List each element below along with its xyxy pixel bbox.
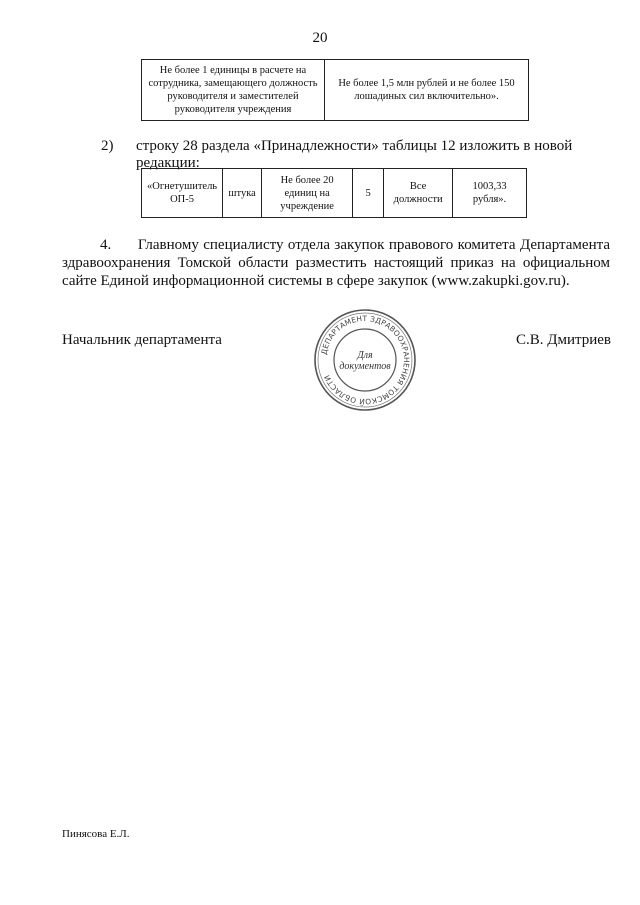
stamp-ring-text: ДЕПАРТАМЕНТ ЗДРАВООХРАНЕНИЯ ТОМСКОЙ ОБЛАСТИ bbox=[319, 313, 412, 407]
stamp-center-line2: документов bbox=[339, 361, 391, 372]
signer-position: Начальник департамента bbox=[62, 332, 222, 348]
stamp-center-line1: Для bbox=[357, 350, 373, 361]
executor-name: Пинясова Е.Л. bbox=[62, 828, 130, 840]
table-cell: 5 bbox=[353, 169, 384, 218]
page-number: 20 bbox=[312, 30, 328, 46]
signer-name: С.В. Дмитриев bbox=[516, 332, 612, 348]
list-item-number: 2) bbox=[101, 138, 114, 154]
table-cell: Все должности bbox=[384, 169, 453, 218]
table-cell: «Огнетушитель ОП-5 bbox=[142, 169, 223, 218]
table-cell: 1003,33 рубля». bbox=[453, 169, 527, 218]
table-cell: штука bbox=[223, 169, 262, 218]
paragraph-4-text: 4. Главному специалисту отдела закупок правового комитета Департамента здравоохранения Томской области разместить настоящий приказ на официальном сайте Единой информационной системы в сфере закупок (www.zakupki.gov.ru). bbox=[62, 237, 610, 289]
official-stamp bbox=[313, 308, 417, 412]
table-row bbox=[142, 60, 529, 121]
table-cell: Не более 20 единиц на учреждение bbox=[262, 169, 353, 218]
table-cell: Не более 1 единицы в расчете на сотрудника, замещающего должность руководителя и заместителей руководителя учреждения bbox=[142, 60, 325, 121]
table-row bbox=[142, 169, 527, 218]
vehicle-norms-table bbox=[141, 59, 529, 121]
list-item-text: строку 28 раздела «Принадлежности» таблицы 12 изложить в новой редакции: bbox=[136, 138, 573, 171]
accessories-table bbox=[141, 168, 527, 218]
paragraph-4 bbox=[62, 236, 610, 290]
table-cell: Не более 1,5 млн рублей и не более 150 лошадиных сил включительно». bbox=[325, 60, 529, 121]
